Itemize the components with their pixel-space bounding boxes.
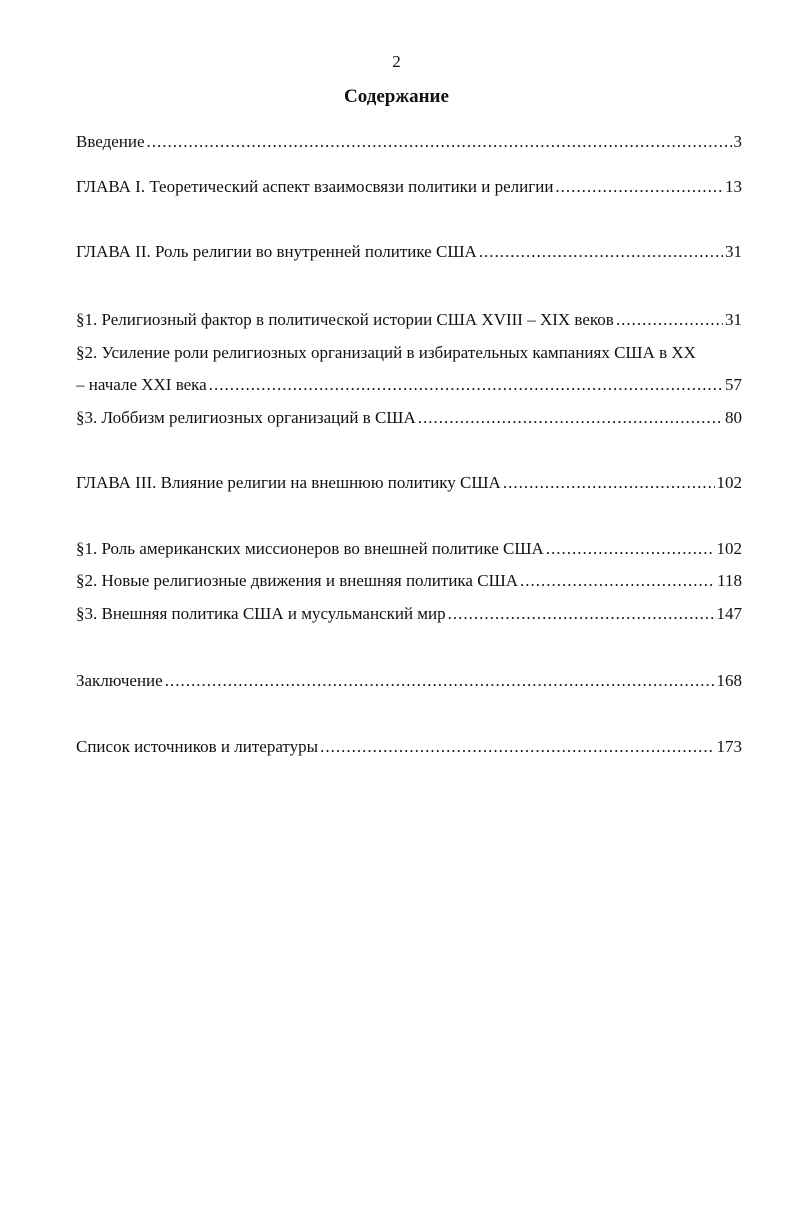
toc-entry-page: 168 <box>716 671 742 690</box>
dot-leader <box>520 570 715 592</box>
toc-entry-chapter-1[interactable] <box>76 176 742 198</box>
dot-leader <box>616 309 723 331</box>
toc-entry-page: 102 <box>716 473 742 492</box>
toc-entry-label: §2. Новые религиозные движения и внешняя политика США <box>76 571 518 590</box>
toc-entry-conclusion[interactable] <box>76 670 742 692</box>
toc-entry-label: ГЛАВА III. Влияние религии на внешнюю политику США <box>76 473 501 492</box>
toc-entry-chapter-3[interactable] <box>76 472 742 494</box>
dot-leader <box>555 176 723 198</box>
page-title: Содержание <box>344 86 449 107</box>
toc-entry-page: 80 <box>725 408 742 427</box>
toc-entry-chapter-3-section-2[interactable] <box>76 570 742 592</box>
toc-entry-label: §3. Внешняя политика США и мусульманский мир <box>76 604 446 623</box>
toc-entry-page: 31 <box>725 310 742 329</box>
dot-leader <box>479 241 723 263</box>
toc-entry-chapter-3-section-3[interactable] <box>76 603 742 625</box>
dot-leader <box>209 374 723 396</box>
toc-entry-label: Введение <box>76 132 145 151</box>
page-number: 2 <box>392 52 401 71</box>
dot-leader <box>418 407 723 429</box>
dot-leader <box>448 603 715 625</box>
dot-leader <box>165 670 715 692</box>
toc-entry-page: 147 <box>716 604 742 623</box>
toc-entry-label: – начале XXI века <box>76 375 207 394</box>
toc-entry-label: §3. Лоббизм религиозных организаций в США <box>76 408 416 427</box>
toc-entry-page: 31 <box>725 242 742 261</box>
toc-entry-chapter-2-section-1[interactable] <box>76 309 742 331</box>
dot-leader <box>147 131 732 153</box>
toc-entry-label: §1. Религиозный фактор в политической истории США XVIII – XIX веков <box>76 310 614 329</box>
toc-entry-page: 173 <box>716 737 742 756</box>
dot-leader <box>546 538 715 560</box>
toc-entry-label: Заключение <box>76 671 163 690</box>
toc-entry-chapter-2-section-3[interactable] <box>76 407 742 429</box>
toc-entry-page: 13 <box>725 177 742 196</box>
toc-entry-introduction[interactable] <box>76 131 742 153</box>
toc-entry-page: 57 <box>725 375 742 394</box>
toc-entry-page: 118 <box>717 571 742 590</box>
toc-entry-chapter-2-section-2[interactable] <box>76 374 742 396</box>
toc-entry-label: ГЛАВА I. Теоретический аспект взаимосвязи политики и религии <box>76 177 554 196</box>
toc-entry-bibliography[interactable] <box>76 736 742 758</box>
toc-entry-label: ГЛАВА II. Роль религии во внутренней политике США <box>76 242 477 261</box>
toc-entry-label: §1. Роль американских миссионеров во внешней политике США <box>76 539 544 558</box>
dot-leader <box>503 472 715 494</box>
toc-entry-chapter-3-section-1[interactable] <box>76 538 742 560</box>
toc-entry-page: 102 <box>716 539 742 558</box>
toc-entry-chapter-2[interactable] <box>76 241 742 263</box>
toc-entry-chapter-2-section-2-line-1[interactable]: §2. Усиление роли религиозных организаций в избирательных кампаниях США в XX <box>76 343 696 362</box>
toc-entry-page: 3 <box>733 132 742 151</box>
dot-leader <box>320 736 714 758</box>
toc-entry-label: Список источников и литературы <box>76 737 319 756</box>
